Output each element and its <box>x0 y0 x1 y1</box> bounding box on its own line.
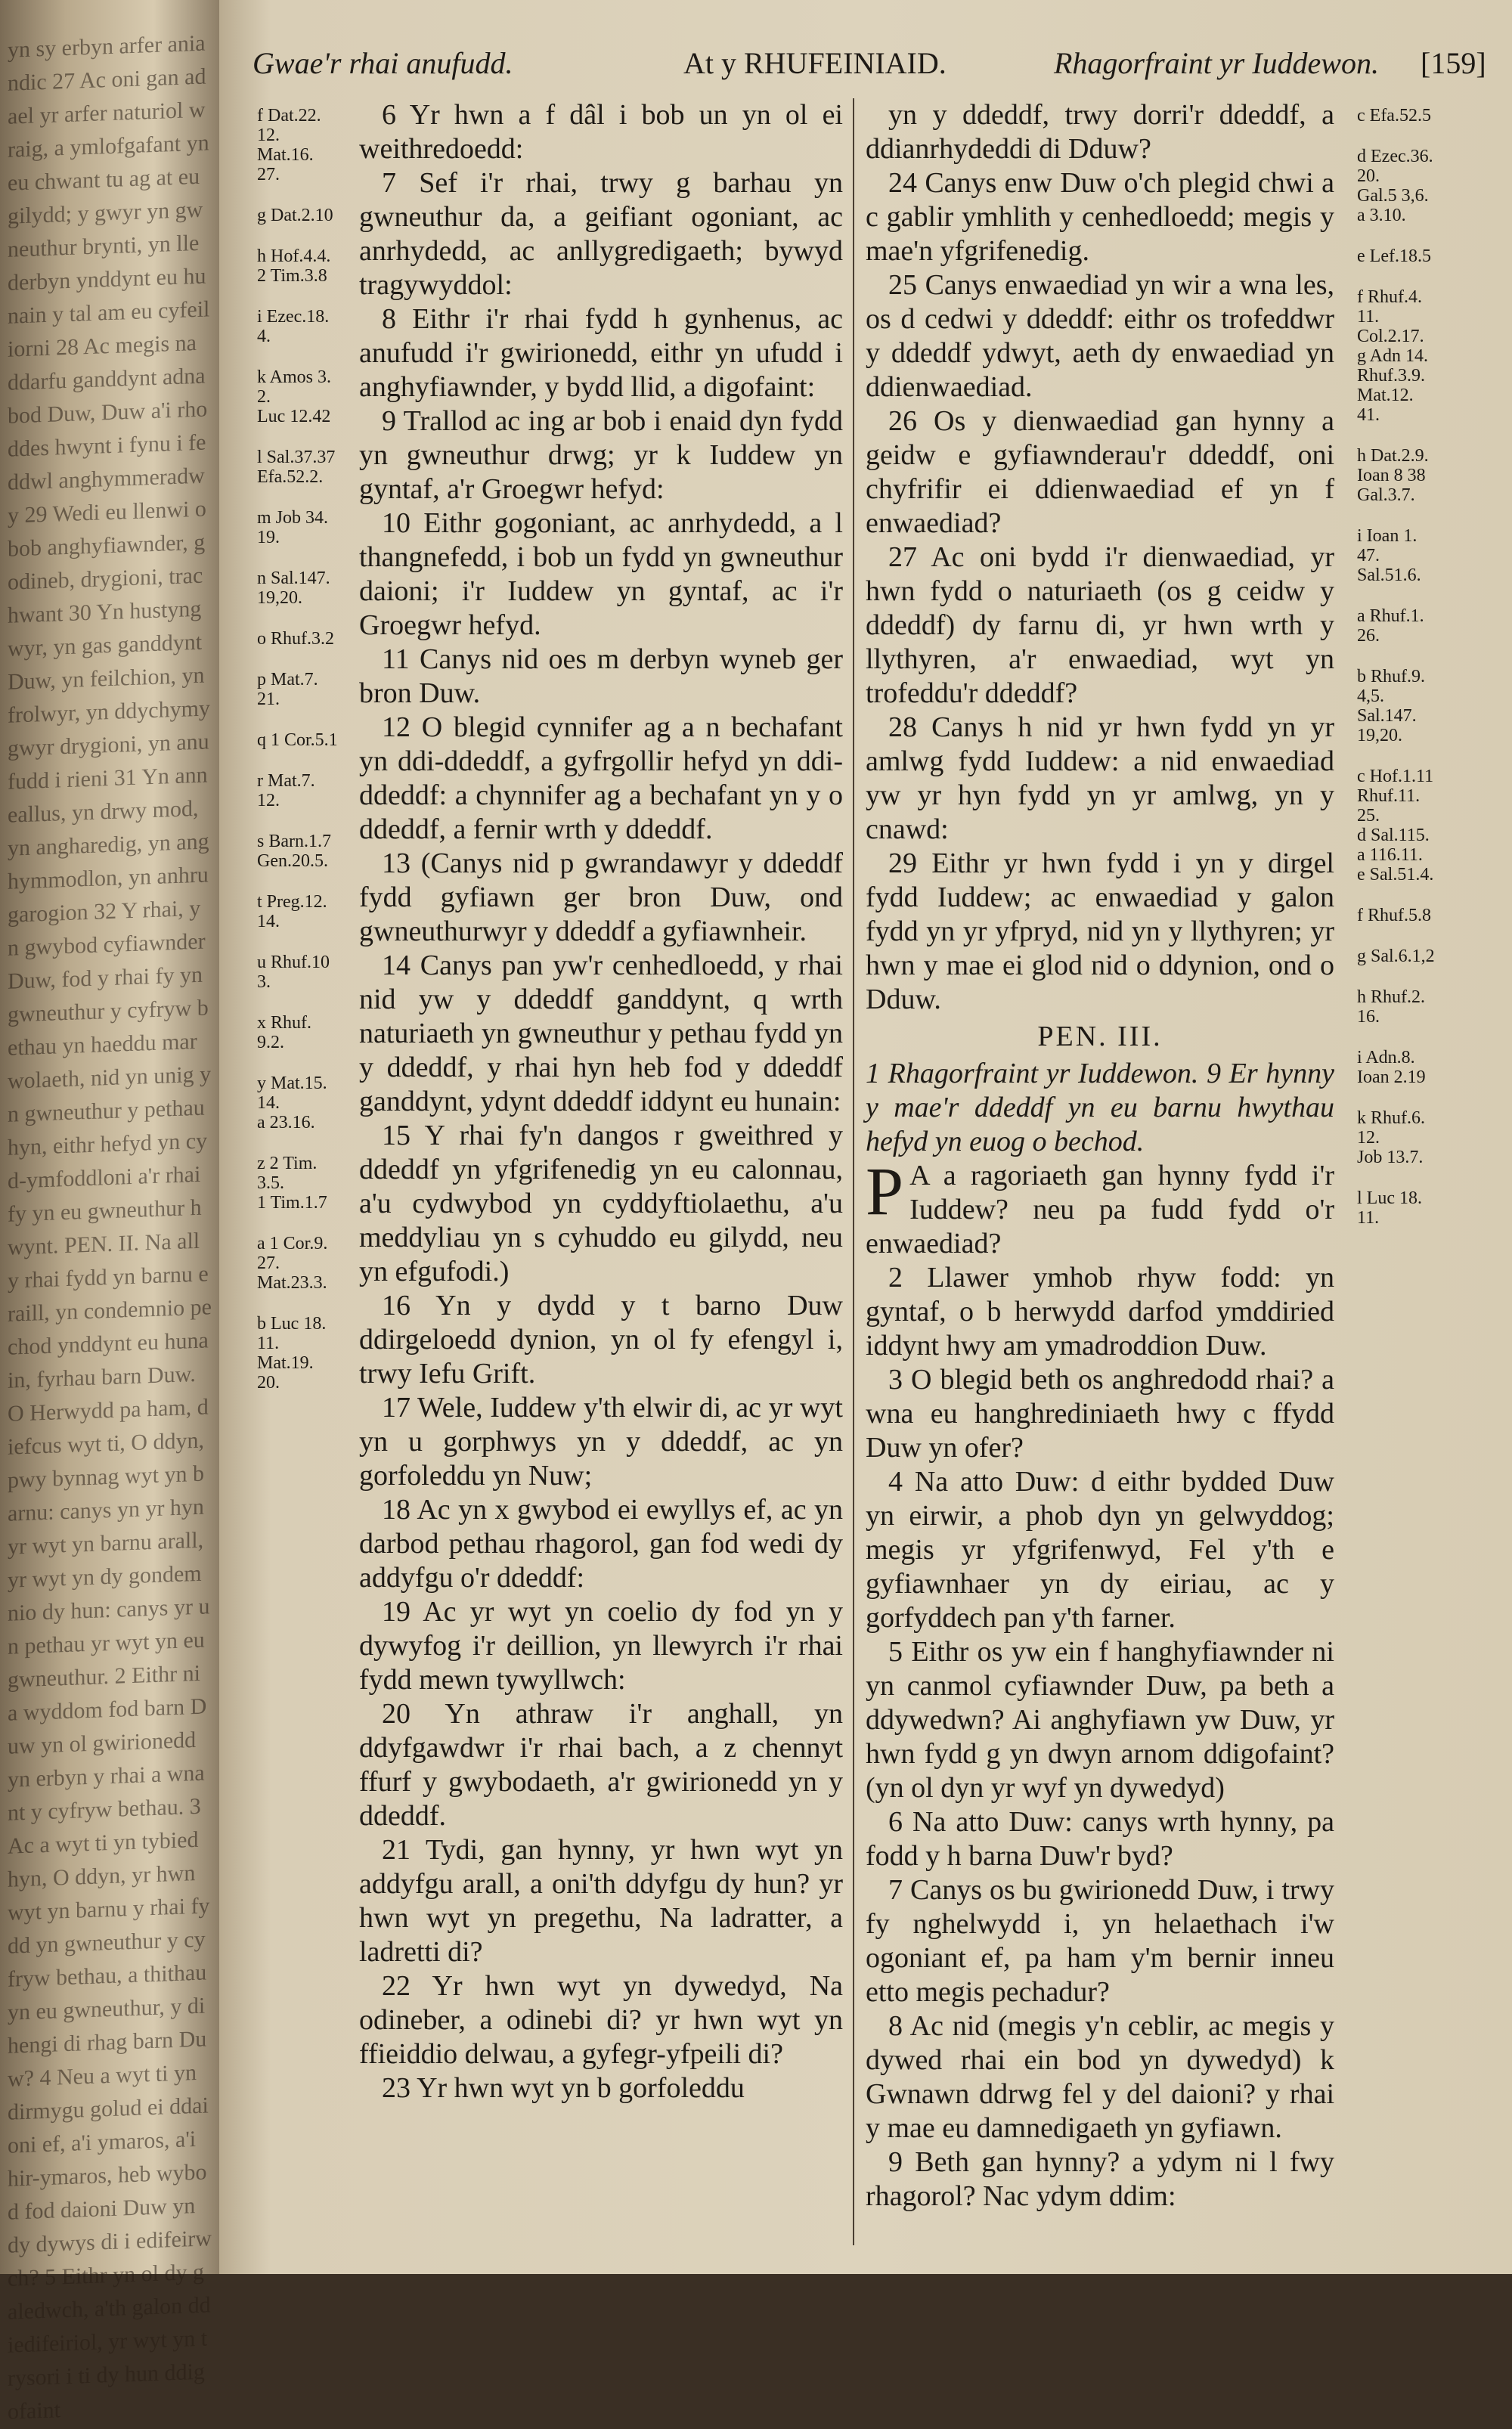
margin-reference: i Ioan 1. 47. Sal.51.6. <box>1357 526 1421 585</box>
margin-reference: l Sal.37.37 Efa.52.2. <box>257 448 336 487</box>
margin-reference: q 1 Cor.5.1 <box>257 730 338 750</box>
margin-reference: h Dat.2.9. Ioan 8 38 Gal.3.7. <box>1357 446 1429 505</box>
margin-reference: k Rhuf.6. 12. Job 13.7. <box>1357 1108 1425 1167</box>
verse: 23 Yr hwn wyt yn b gorfoleddu <box>382 2072 745 2104</box>
verse: 12 O blegid cynnifer ag a n bechafant yn ddi-ddeddf, a gyfrgollir hefyd yn ddi-ddeddf: a chynnifer ag a bechafant yn y o ddeddf, a fernir wrth y ddeddf. <box>359 711 843 845</box>
verse: 9 Beth gan hynny? a ydym ni l fwy rhagorol? Nac ydym ddim: <box>866 2146 1334 2212</box>
margin-reference: a 1 Cor.9. 27. Mat.23.3. <box>257 1234 328 1293</box>
facing-page-gutter <box>0 0 219 2424</box>
first-verse-text: A a ragoriaeth gan hynny fydd i'r Iuddew? neu pa fudd fydd o'r enwaediad? <box>866 1160 1334 1259</box>
margin-reference: i Ezec.18. 4. <box>257 307 330 346</box>
margin-reference: u Rhuf.10 3. <box>257 953 330 992</box>
verse: 7 Canys os bu gwirionedd Duw, i trwy fy nghelwydd i, yn helaethach i'w ogoniant ef, pa ham y'm bernir inneu etto megis pechadur? <box>866 1874 1334 2008</box>
margin-reference: y Mat.15. 14. a 23.16. <box>257 1074 327 1132</box>
verse: 6 Na atto Duw: canys wrth hynny, pa fodd y h barna Duw'r byd? <box>866 1806 1334 1872</box>
margin-reference: n Sal.147. 19,20. <box>257 569 330 608</box>
margin-reference: z 2 Tim. 3.5. 1 Tim.1.7 <box>257 1154 327 1213</box>
page-number: [159] <box>1421 46 1486 80</box>
drop-cap: P <box>866 1154 904 1229</box>
verse: 26 Os y dienwaediad gan hynny a geidw e gyfiawnderau'r ddeddf, oni chyfrifir ei ddienwaediad ef yn f enwaediad? <box>866 405 1334 539</box>
verse: 25 Canys enwaediad yn wir a wna les, os d cedwi y ddeddf: eithr os trofeddwr y ddeddf ydwyt, aeth dy enwaediad yn ddienwaediad. <box>866 269 1334 403</box>
margin-reference: g Dat.2.10 <box>257 206 333 225</box>
margin-reference: d Ezec.36. 20. Gal.5 3,6. a 3.10. <box>1357 147 1433 225</box>
margin-reference: m Job 34. 19. <box>257 508 329 547</box>
right-column-verses-ch3 <box>866 1261 1334 2214</box>
verse: 9 Trallod ac ing ar bob i enaid dyn fydd yn gwneuthur drwg; yr k Iuddew yn gyntaf, a'r Groegwr hefyd: <box>359 405 843 505</box>
margin-reference: f Dat.22. 12. Mat.16. 27. <box>257 106 321 184</box>
margin-reference: c Hof.1.11 Rhuf.11. 25. d Sal.115. a 116.11. e Sal.51.4. <box>1357 767 1434 885</box>
verse: 6 Yr hwn a f dâl i bob un yn ol ei weithredoedd: <box>359 99 843 165</box>
margin-reference: h Hof.4.4. 2 Tim.3.8 <box>257 246 331 286</box>
verse: 8 Ac nid (megis y'n ceblir, ac megis y dywed rhai ein bod yn dywedyd) k Gwnawn ddrwg fel y del daioni? y rhai y mae eu damnedigaeth yn gyfiawn. <box>866 2010 1334 2144</box>
verse: 28 Canys h nid yr hwn fydd yn yr amlwg fydd Iuddew: a nid enwaediad yw yr hyn fydd yn yr amlwg, yn y cnawd: <box>866 711 1334 845</box>
margin-reference: r Mat.7. 12. <box>257 771 315 810</box>
verse: 20 Yn athraw i'r anghall, yn ddyfgawdwr i'r rhai bach, a z chennyt ffurf y gwybodaeth, a'r gwirionedd yn y ddeddf. <box>359 1698 843 1832</box>
margin-reference: x Rhuf. 9.2. <box>257 1013 311 1052</box>
left-column <box>359 98 843 2105</box>
margin-reference: e Lef.18.5 <box>1357 246 1431 266</box>
margin-reference: i Adn.8. Ioan 2.19 <box>1357 1048 1426 1087</box>
verse: 2 Llawer ymhob rhyw fodd: yn gyntaf, o b herwydd darfod ymddiried iddynt hwy am ymadroddion Duw. <box>866 1262 1334 1362</box>
margin-reference: f Rhuf.4. 11. Col.2.17. g Adn 14. Rhuf.3.9. Mat.12. 41. <box>1357 287 1429 425</box>
verse: 29 Eithr yr hwn fydd i yn y dirgel fydd Iuddew; ac enwaediad y galon fydd yn yr yfpryd, nid yn y llythyren; yr hwn y mae ei glod nid o ddynion, ond o Dduw. <box>866 847 1334 1015</box>
margin-reference: a Rhuf.1. 26. <box>1357 606 1424 646</box>
verse: 4 Na atto Duw: d eithr bydded Duw yn eirwir, a phob dyn yn gelwyddog; megis yr yfgrifenwyd, Fel y'th e gyfiawnhaer yn dy eiriau, ac y gorfyddech pan y'th farner. <box>866 1466 1334 1634</box>
verse: 18 Ac yn x gwybod ei ewyllys ef, ac yn darbod pethau rhagorol, gan fod wedi dy addyfgu o'r ddeddf: <box>359 1494 843 1594</box>
verse: 10 Eithr gogoniant, ac anrhydedd, a l thangnefedd, i bob un fydd yn gwneuthur daioni; i'r Iuddew yn gyntaf, ac i'r Groegwr hefyd. <box>359 507 843 641</box>
verse: 11 Canys nid oes m derbyn wyneb ger bron Duw. <box>359 643 843 709</box>
verse: 5 Eithr os yw ein f hanghyfiawnder ni yn canmol cyfiawnder Duw, pa beth a ddywedwn? Ai anghyfiawn yw Duw, yr hwn fydd g yn dwyn arnom ddigofaint? (yn ol dyn yr wyf yn dywedyd) <box>866 1636 1334 1804</box>
margin-reference: f Rhuf.5.8 <box>1357 906 1431 925</box>
verse: 27 Ac oni bydd i'r dienwaediad, yr hwn fydd o naturiaeth (os g ceidw y ddeddf) dy farnu di, yr hwn wrth y llythyren, a'r enwaediad, wyt yn trofeddu'r ddeddf? <box>866 541 1334 709</box>
margin-reference: b Luc 18. 11. Mat.19. 20. <box>257 1314 327 1393</box>
right-column <box>866 98 1334 2214</box>
verse: yn y ddeddf, trwy dorri'r ddeddf, a ddianrhydeddi di Dduw? <box>866 99 1334 165</box>
header-right: Rhagorfraint yr Iuddewon. <box>1054 46 1379 80</box>
right-margin-references <box>1357 106 1470 1249</box>
verse: 17 Wele, Iuddew y'th elwir di, ac yr wyt yn u gorphwys yn y ddeddf, ac yn gorfoleddu yn Nuw; <box>359 1392 843 1492</box>
header-title: At y RHUFEINIAID. <box>683 46 947 80</box>
verse: 7 Sef i'r rhai, trwy g barhau yn gwneuthur da, a geifiant ogoniant, ac anrhydedd, ac anllygredigaeth; bywyd tragywyddol: <box>359 167 843 301</box>
column-divider <box>853 98 854 2245</box>
running-header <box>253 45 1492 91</box>
verse: 21 Tydi, gan hynny, yr hwn wyt yn addyfgu arall, a oni'th ddyfgu dy hun? yr hwn wyt yn pregethu, Na ladratter, a ladretti di? <box>359 1834 843 1968</box>
chapter-summary: 1 Rhagorfraint yr Iuddewon. 9 Er hynny y mae'r ddeddf yn eu barnu hwythau hefyd yn euog o bechod. <box>866 1058 1334 1157</box>
verse: 19 Ac yr wyt yn coelio dy fod yn y dywyfog i'r deillion, yn llewyrch i'r rhai fydd mewn tywyllwch: <box>359 1596 843 1696</box>
verse: 8 Eithr i'r rhai fydd h gynhenus, ac anufudd i'r gwirionedd, eithr yn ufudd i anghyfiawnder, y bydd llid, a digofaint: <box>359 303 843 403</box>
margin-reference: o Rhuf.3.2 <box>257 629 334 649</box>
book-page <box>219 0 1512 2274</box>
chapter-first-verse <box>866 1154 1334 1261</box>
margin-reference: g Sal.6.1,2 <box>1357 947 1435 966</box>
chapter-heading: PEN. III. <box>1037 1021 1163 1052</box>
verse: 3 O blegid beth os anghredodd rhai? a wna eu hanghrediniaeth hwy c ffydd Duw yn ofer? <box>866 1364 1334 1464</box>
margin-reference: l Luc 18. 11. <box>1357 1188 1422 1228</box>
margin-reference: k Amos 3. 2. Luc 12.42 <box>257 367 332 426</box>
verse: 22 Yr hwn wyt yn dywedyd, Na odineber, a odinebi di? yr hwn wyt yn ffieiddio delwau, a gyfegr-yfpeili di? <box>359 1970 843 2070</box>
margin-reference: b Rhuf.9. 4,5. Sal.147. 19,20. <box>1357 667 1425 745</box>
facing-page-bleed-text: yn sy erbyn arfer aniandic 27 Ac oni gan adael yr arfer naturiol wraig, a ymlofgafant yn eu chwant tu ag at eu gilydd; y gwyr yn gwneuthur brynti, yn lle derbyn ynddynt eu hunain y tal am eu cyfeiliorni 28 Ac megis na ddarfu ganddynt adnabod Duw, Duw a'i rhoddes hwynt i fynu i feddwl anghymmeradwy 29 Wedi eu llenwi o bob anghyfiawnder, godineb, drygioni, trachwant 30 Yn hustyngwyr, yn gas ganddynt Duw, yn feilchion, yn frolwyr, yn ddychymygwyr drygioni, yn anufudd i rieni 31 Yn anneallus, yn drwy mod, yn angharedig, yn anghymmodlon, yn anhrugarogion 32 Y rhai, yn gwybod cyfiawnder Duw, fod y rhai fy yn gwneuthur y cyfryw bethau yn haeddu marwolaeth, nid yn unig yn gwneuthur y pethau hyn, eithr hefyd yn cyd-ymfoddloni a'r rhai fy yn eu gwneuthur hwynt. PEN. II. Na all y rhai fydd yn barnu eraill, yn condemnio pechod ynddynt eu hunain, fyrhau barn Duw. O Herwydd pa ham, diefcus wyt ti, O ddyn, pwy bynnag wyt yn barnu: canys yn yr hyn yr wyt yn barnu arall, yr wyt yn dy gondemnio dy hun: canys yr un pethau yr wyt yn eu gwneuthur. 2 Eithr ni a wyddom fod barn Duw yn ol gwirionedd yn erbyn y rhai a wnant y cyfryw bethau. 3 Ac a wyt ti yn tybied hyn, O ddyn, yr hwn wyt yn barnu y rhai fydd yn gwneuthur y cyfryw bethau, a thithau yn eu gwneuthur, y dihengi di rhag barn Duw? 4 Neu a wyt ti yn dirmygu golud ei ddaioni ef, a'i ymaros, a'i hir-ymaros, heb wybod fod daioni Duw yn dy dywys di i edifeirwch? 5 Eithr yn ol dy galedwch, a'th galon ddiedifeiriol, yr wyt yn trysori i ti dy hun ddigofaint <box>8 30 215 2424</box>
verse: 24 Canys enw Duw o'ch plegid chwi a c gablir ymhlith y cenhedloedd; megis y mae'n yfgrifenedig. <box>866 167 1334 267</box>
margin-reference: h Rhuf.2. 16. <box>1357 987 1425 1027</box>
verse: 15 Y rhai fy'n dangos r gweithred y ddeddf yn yfgrifenedig yn eu calonnau, a'u cydwybod yn cyddyftiolaethu, a'u meddyliau yn s cyhuddo eu gilydd, neu yn efgufodi.) <box>359 1120 843 1287</box>
verse: 13 (Canys nid p gwrandawyr y ddeddf fydd gyfiawn ger bron Duw, ond gwneuthurwyr y ddeddf a gyfiawnheir. <box>359 847 843 947</box>
margin-reference: t Preg.12. 14. <box>257 892 327 931</box>
margin-reference: s Barn.1.7 Gen.20.5. <box>257 832 331 871</box>
margin-reference: c Efa.52.5 <box>1357 106 1431 125</box>
margin-reference: p Mat.7. 21. <box>257 670 318 709</box>
header-left: Gwae'r rhai anufudd. <box>253 46 513 80</box>
verse: 16 Yn y dydd y t barno Duw ddirgeloedd dynion, yn ol fy efengyl i, trwy Iefu Grift. <box>359 1290 843 1390</box>
verse: 14 Canys pan yw'r cenhedloedd, y rhai nid yw y ddeddf ganddynt, q wrth naturiaeth yn gwneuthur y pethau fydd yn y ddeddf, y rhai hyn heb fod y ddeddf ganddynt, ydynt ddeddf iddynt eu hunain: <box>359 950 843 1117</box>
right-column-verses-ch2 <box>866 98 1334 1017</box>
left-margin-references <box>257 106 355 1414</box>
